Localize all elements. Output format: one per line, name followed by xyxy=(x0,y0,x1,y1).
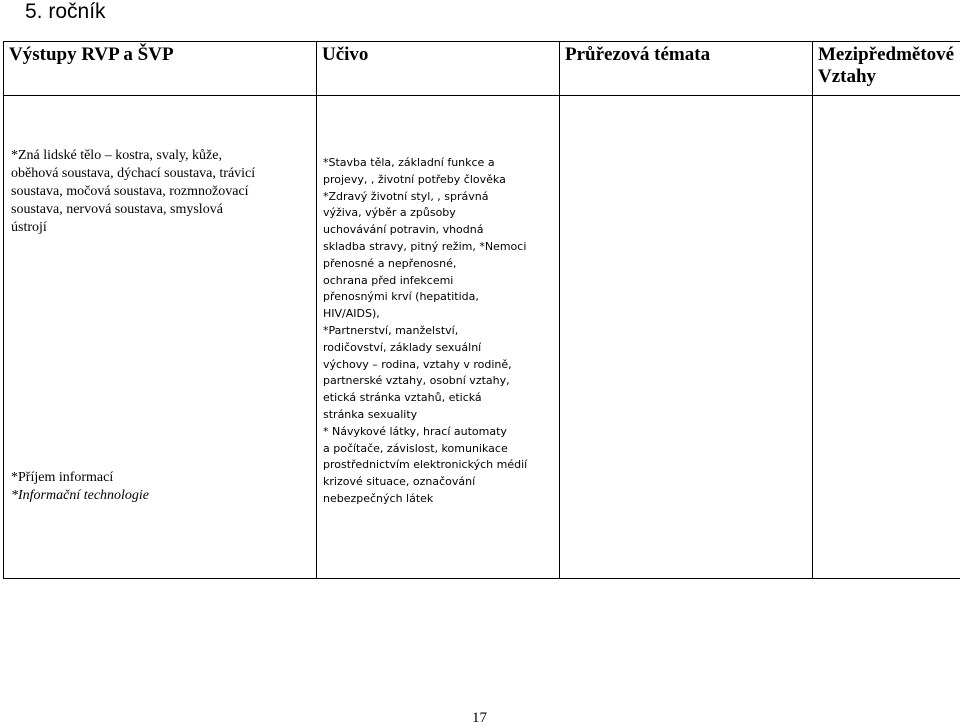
outputs-cell xyxy=(4,96,317,579)
content-line: partnerské vztahy, osobní vztahy, xyxy=(323,374,510,388)
content-line: stránka sexuality xyxy=(323,407,418,421)
content-line: *Stavba těla, základní funkce a xyxy=(323,156,495,169)
header-content: Učivo xyxy=(317,42,560,96)
content-line: a počítače, závislost, komunikace xyxy=(323,441,508,455)
content-line: skladba stravy, pitný režim, *Nemoci xyxy=(323,239,527,253)
header-outputs: Výstupy RVP a ŠVP xyxy=(4,42,317,96)
content-line: *Partnerství, manželství, xyxy=(323,323,459,337)
interdisciplinary-cell xyxy=(813,96,960,579)
cross-curricular-cell xyxy=(560,96,813,579)
outputs-bottom-block xyxy=(11,469,301,505)
content-line: ochrana před infekcemi xyxy=(323,273,454,287)
content-line: uchovávání potravin, vhodná xyxy=(323,223,484,237)
table-header-row xyxy=(4,42,960,96)
outputs-main-block xyxy=(11,147,301,237)
content-line: výchovy – rodina, vztahy v rodině, xyxy=(323,357,512,371)
content-line: přenosnými krví (hepatitida, xyxy=(323,290,479,304)
curriculum-table xyxy=(3,41,960,579)
content-line: rodičovství, základy sexuální xyxy=(323,340,482,354)
content-line: nebezpečných látek xyxy=(323,491,434,505)
content-line: výživa, výběr a způsoby xyxy=(323,206,456,220)
content-line: * Návykové látky, hrací automaty xyxy=(323,424,507,438)
content-line: *Zdravý životní styl, , správná xyxy=(323,189,489,203)
outputs-line: soustava, močová soustava, rozmnožovací xyxy=(11,184,249,199)
header-cross-curricular: Průřezová témata xyxy=(560,42,813,96)
content-line: krizové situace, označování xyxy=(323,475,476,489)
outputs-line: *Příjem informací xyxy=(11,470,114,485)
outputs-line: oběhová soustava, dýchací soustava, trávicí xyxy=(11,166,256,181)
outputs-line: ústrojí xyxy=(11,220,47,235)
table-body-row xyxy=(4,96,960,579)
content-line: přenosné a nepřenosné, xyxy=(323,256,457,270)
content-cell xyxy=(317,96,560,579)
content-list xyxy=(323,155,551,508)
header-interdisciplinary: Mezipředmětové Vztahy xyxy=(813,42,960,96)
page-heading: 5. ročník xyxy=(25,0,106,23)
content-line: prostřednictvím elektronických médií xyxy=(323,458,528,472)
content-line: etická stránka vztahů, etická xyxy=(323,391,482,405)
outputs-line: *Informační technologie xyxy=(11,488,150,503)
outputs-line: *Zná lidské tělo – kostra, svaly, kůže, xyxy=(11,148,222,163)
content-line: projevy, , životní potřeby člověka xyxy=(323,172,506,186)
outputs-line: soustava, nervová soustava, smyslová xyxy=(11,202,223,217)
page-number: 17 xyxy=(472,710,487,726)
content-line: HIV/AIDS), xyxy=(323,307,380,321)
